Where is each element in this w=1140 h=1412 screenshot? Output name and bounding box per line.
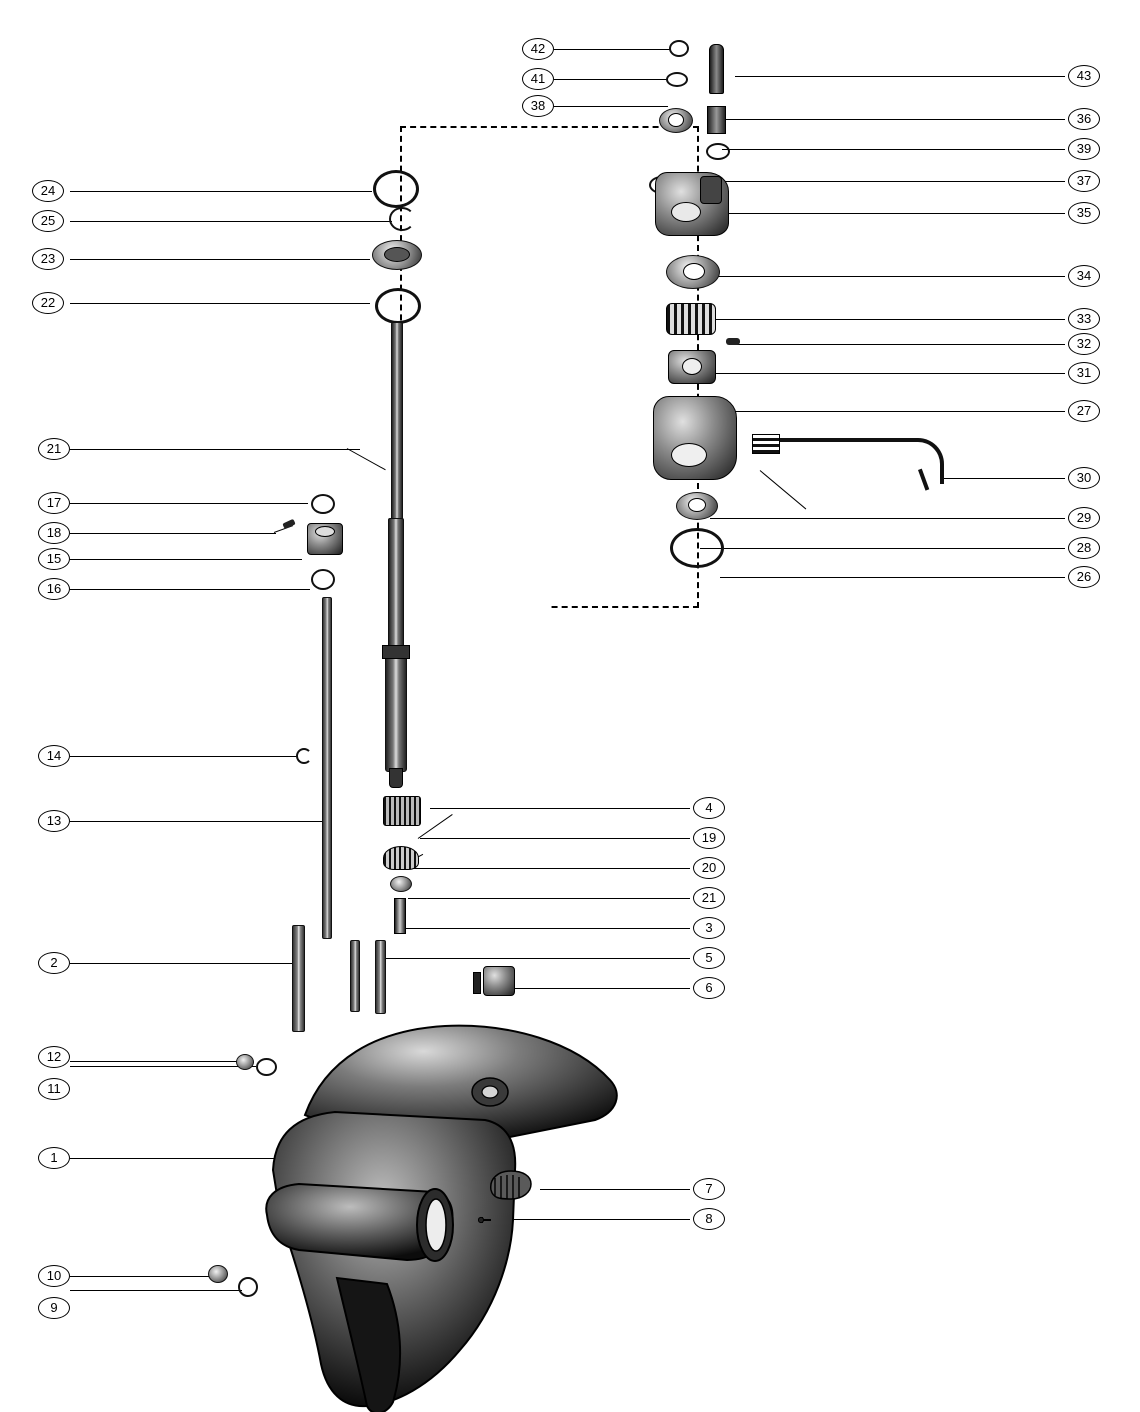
leader-6 [515,988,690,989]
part-washer-9 [238,1277,258,1297]
part-drive-shaft-22-splined [385,650,407,772]
leader-14 [70,756,298,757]
leader-20 [412,868,690,869]
callout-36[interactable]: 35 [1068,202,1100,224]
leader-19 [420,838,690,839]
part-face-plate-35-bore [683,263,705,280]
leader-4 [430,808,690,809]
part-coupler-15-bore [315,526,335,537]
callout-35[interactable]: 34 [1068,265,1100,287]
part-o-ring-26 [373,170,419,208]
part-roll-pin-5 [473,972,481,994]
leader-27 [730,411,1065,412]
part-clip-14 [296,748,312,764]
part-impeller-34 [666,303,716,335]
callout-12[interactable]: 12 [38,1046,70,1068]
part-retaining-ring-25 [389,207,415,231]
callout-43[interactable]: 43 [1068,65,1100,87]
callout-28[interactable]: 26 [1068,566,1100,588]
part-o-ring-16 [311,569,335,590]
leader-9 [70,1290,242,1291]
callout-25[interactable]: 25 [32,210,64,232]
part-stud-2-a [292,925,305,1032]
callout-38[interactable]: 38 [522,95,554,117]
part-drive-shaft-22-lower [388,518,404,660]
leader-43 [735,76,1065,77]
callout-21[interactable]: 21 [693,887,725,909]
leader-3 [402,928,690,929]
leader-22b [347,448,386,470]
leader-41 [554,79,674,80]
leader-18 [70,533,276,534]
leader-11 [70,1066,256,1067]
callout-7[interactable]: 7 [693,1178,725,1200]
leader-29 [700,548,1065,549]
part-anode-trim-tab-7 [487,1168,535,1202]
part-nut-20 [390,876,412,892]
part-gear-housing-1 [255,1020,645,1412]
part-bearing-4 [383,796,421,826]
callout-22[interactable]: 21 [38,438,70,460]
callout-34[interactable]: 33 [1068,308,1100,330]
part-drive-shaft-22-upper [391,322,403,520]
part-set-screw-18 [282,519,295,530]
callout-11[interactable]: 11 [38,1078,70,1100]
part-drain-plug-10 [208,1265,228,1283]
callout-30[interactable]: 29 [1068,507,1100,529]
part-nut-42 [669,40,689,57]
callout-37[interactable]: 36 [1068,108,1100,130]
callout-17[interactable]: 17 [38,492,70,514]
callout-2[interactable]: 2 [38,952,70,974]
callout-41[interactable]: 41 [522,68,554,90]
part-o-ring-17 [311,494,335,514]
callout-5[interactable]: 5 [693,947,725,969]
part-stud-2-c [375,940,386,1014]
callout-23[interactable]: 22 [32,292,64,314]
leader-33 [735,344,1065,345]
callout-39[interactable]: 37 [1068,170,1100,192]
part-woodruff-key-33 [726,338,740,345]
callout-32[interactable]: 31 [1068,362,1100,384]
leader-26 [70,191,372,192]
callout-42[interactable]: 42 [522,38,554,60]
leader-16 [70,589,310,590]
part-insert-cup-32-bore [682,358,702,375]
part-water-tube-31 [780,438,944,484]
part-nut-12 [236,1054,254,1070]
callout-24[interactable]: 23 [32,248,64,270]
part-seal-24-inner [384,247,410,262]
callout-8[interactable]: 8 [693,1208,725,1230]
callout-26[interactable]: 24 [32,180,64,202]
callout-9[interactable]: 9 [38,1297,70,1319]
callout-33[interactable]: 32 [1068,333,1100,355]
leader-39 [722,181,1065,182]
part-water-tube-seal-43 [709,44,724,94]
callout-13[interactable]: 13 [38,810,70,832]
part-bushing-6 [483,966,515,996]
callout-3[interactable]: 3 [693,917,725,939]
callout-15[interactable]: 15 [38,548,70,570]
leader-13 [70,821,325,822]
leader-36 [722,213,1065,214]
part-screw-8 [478,1212,492,1222]
leader-10 [70,1276,210,1277]
leader-1 [70,1158,282,1159]
callout-29[interactable]: 28 [1068,537,1100,559]
leader-42 [554,49,678,50]
leader-38 [554,106,668,107]
part-water-pump-base-27 [653,396,737,480]
callout-10[interactable]: 10 [38,1265,70,1287]
callout-27[interactable]: 27 [1068,400,1100,422]
part-water-pump-body-36-port [700,176,722,204]
callout-4[interactable]: 4 [693,797,725,819]
callout-6[interactable]: 6 [693,977,725,999]
part-bolt-21 [394,898,406,934]
part-drive-shaft-22-collar [382,645,410,659]
leader-24 [70,259,370,260]
part-drive-shaft-22-tip [389,768,403,788]
callout-20[interactable]: 20 [693,857,725,879]
leader-5 [385,958,690,959]
part-o-ring-23 [375,288,421,324]
part-pinion-gear-19 [383,846,419,870]
callout-14[interactable]: 14 [38,745,70,767]
part-washer-40 [706,143,730,160]
leader-31 [940,478,1065,479]
leader-37 [722,119,1065,120]
leader-35 [705,276,1065,277]
part-grommet-38-bore [668,113,684,127]
leader-2 [70,963,298,964]
leader-15 [70,559,302,560]
part-water-pump-body-36-bore [671,202,701,222]
leader-34 [705,319,1065,320]
leader-23 [70,303,370,304]
part-shift-rod-13 [322,597,332,939]
leader-32 [705,373,1065,374]
leader-19b [418,814,453,839]
leader-12 [70,1061,238,1062]
leader-40 [722,149,1065,150]
callout-19[interactable]: 19 [693,827,725,849]
part-washer-41 [666,72,688,87]
part-stud-2-b [350,940,360,1012]
part-water-tube-31-clip [752,434,780,454]
part-gasket-29 [670,528,724,568]
callout-1[interactable]: 1 [38,1147,70,1169]
callout-18[interactable]: 18 [38,522,70,544]
leader-17 [70,503,308,504]
callout-16[interactable]: 16 [38,578,70,600]
leader-21 [408,898,690,899]
leader-28 [720,577,1065,578]
callout-31[interactable]: 30 [1068,467,1100,489]
leader-30 [710,518,1065,519]
part-water-pump-base-27-bore [671,443,707,467]
part-water-tube-guide-37 [707,106,726,134]
leader-22 [70,449,360,450]
callout-40[interactable]: 39 [1068,138,1100,160]
leader-25 [70,221,392,222]
part-seal-30-bore [688,498,706,512]
